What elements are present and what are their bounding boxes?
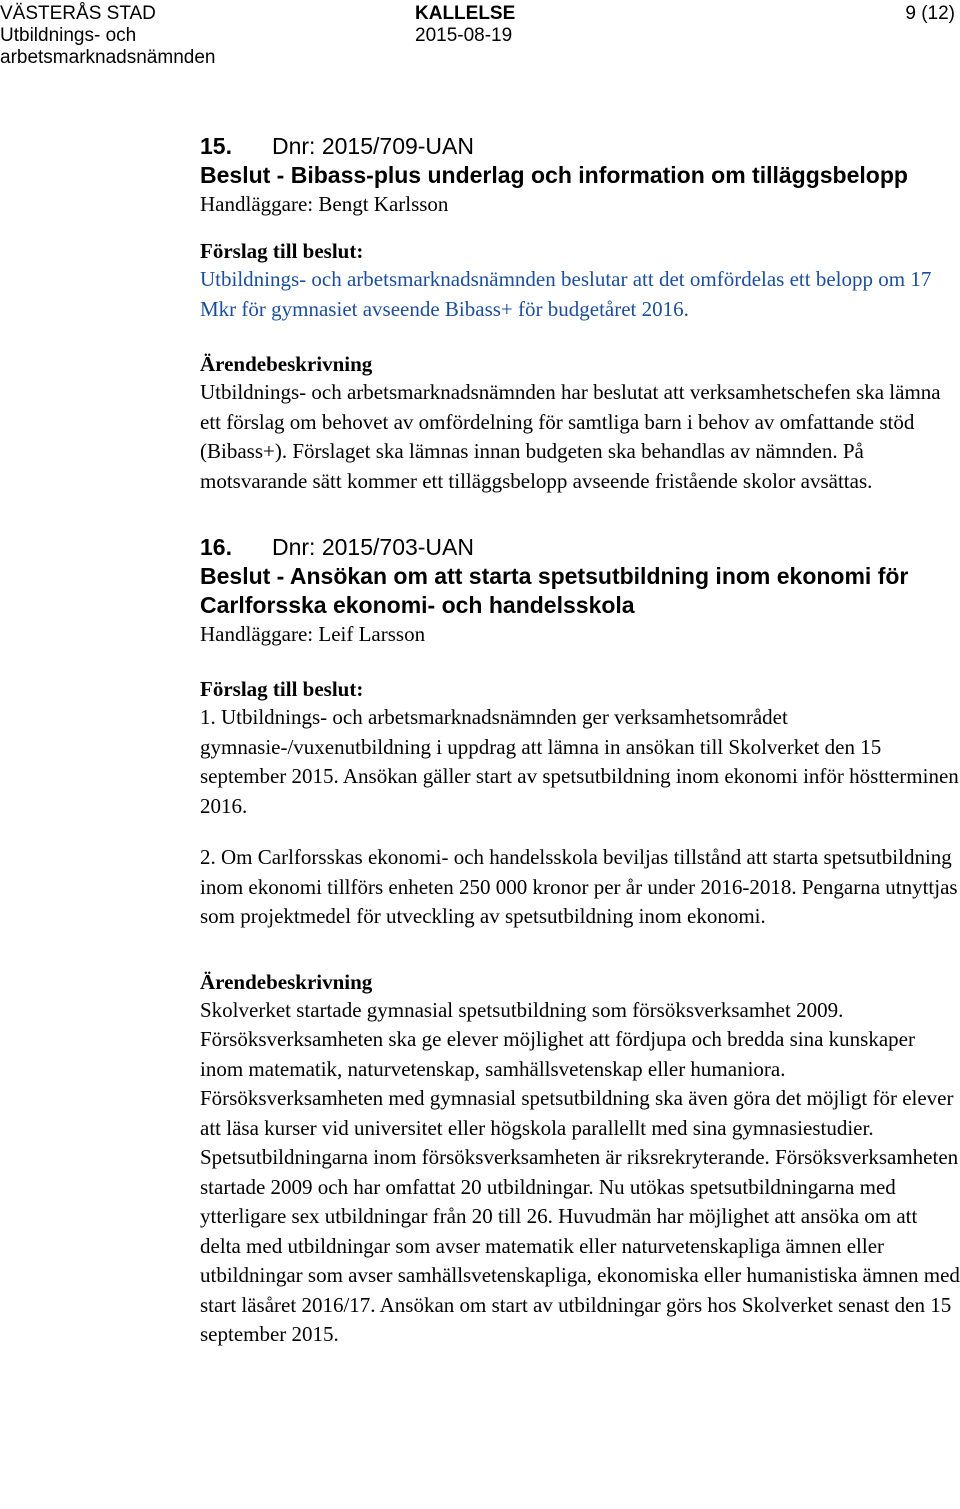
agenda-item-16 [200, 532, 960, 1350]
item-dnr: Dnr: 2015/703-UAN [272, 534, 474, 560]
header-organization [0, 3, 215, 69]
org-department-line2: arbetsmarknadsnämnden [0, 47, 216, 68]
item-handlaggare: Handläggare: Leif Larsson [200, 622, 426, 646]
org-department-line1: Utbildnings- och [0, 25, 137, 46]
document-type: KALLELSE [415, 3, 516, 24]
item-title: Beslut - Ansökan om att starta spetsutbildning inom ekonomi för Carlforsska ekonomi- och handelsskola [200, 563, 909, 618]
page-number: 9 (12) [905, 3, 955, 24]
proposal-text: Utbildnings- och arbetsmarknadsnämnden beslutar att det omfördelas ett belopp om 17 Mkr för gymnasiet avseende Bibass+ för budgetåret 2016. [200, 267, 932, 321]
description-text: Skolverket startade gymnasial spetsutbildning som försöksverksamhet 2009. Försöksverksamheten ska ge elever möjlighet att fördjupa och bredda sina kunskaper inom matematik, naturvetenskap, samhällsvetenskap eller humaniora. Försöksverksamheten med gymnasial spetsutbildning ska även göra det möjligt för elever att läsa kurser vid universitet eller högskola parallellt med sina gymnasiestudier. Spetsutbildningarna inom försöksverksamheten är riksrekryterande. Försöksverksamheten startade 2009 och har omfattat 20 utbildningar. Nu utökas spetsutbildningarna med ytterligare sex utbildningar från 20 till 26. Huvudmän har möjlighet att ansöka om att delta med utbildningar som avser matematik eller naturvetenskapliga ämnen eller utbildningar som avser samhällsvetenskapliga, ekonomiska eller humanistiska ämnen med start läsåret 2016/17. Ansökan om start av utbildningar görs hos Skolverket senast den 15 september 2015. [200, 997, 960, 1346]
header-document-info [415, 3, 515, 47]
item-dnr: Dnr: 2015/709-UAN [272, 133, 474, 159]
item-heading [200, 532, 960, 562]
agenda-item-15 [200, 131, 960, 496]
proposal-label: Förslag till beslut: [200, 677, 364, 701]
proposal-point-1: 1. Utbildnings- och arbetsmarknadsnämnden ger verksamhetsområdet gymnasie-/vuxenutbildning i uppdrag att lämna in ansökan till Skolverket den 15 september 2015. Ansökan gäller start av spetsutbildning inom ekonomi inför höstterminen 2016. [200, 705, 959, 818]
item-title: Beslut - Bibass-plus underlag och information om tilläggsbelopp [200, 162, 908, 188]
org-name: VÄSTERÅS STAD [0, 3, 156, 24]
document-body [200, 131, 960, 1350]
item-handlaggare: Handläggare: Bengt Karlsson [200, 192, 449, 216]
proposal-point-2: 2. Om Carlforsskas ekonomi- och handelsskola beviljas tillstånd att starta spetsutbildning inom ekonomi tillförs enheten 250 000 kronor per år under 2016-2018. Pengarna utnyttjas som projektmedel för utveckling av spetsutbildning inom ekonomi. [200, 845, 958, 928]
description-label: Ärendebeskrivning [200, 969, 373, 994]
item-heading [200, 131, 960, 161]
proposal-label: Förslag till beslut: [200, 239, 364, 263]
item-number: 15. [200, 133, 232, 159]
description-label: Ärendebeskrivning [200, 352, 373, 376]
description-text: Utbildnings- och arbetsmarknadsnämnden har beslutat att verksamhetschefen ska lämna ett förslag om behovet av omfördelning för samtliga barn i behov av omfattande stöd (Bibass+). Förslaget ska lämnas innan budgeten ska behandlas av nämnden. På motsvarande sätt kommer ett tilläggsbelopp avseende fristående skolor avsättas. [200, 380, 941, 493]
document-date: 2015-08-19 [415, 25, 513, 46]
item-number: 16. [200, 534, 232, 560]
